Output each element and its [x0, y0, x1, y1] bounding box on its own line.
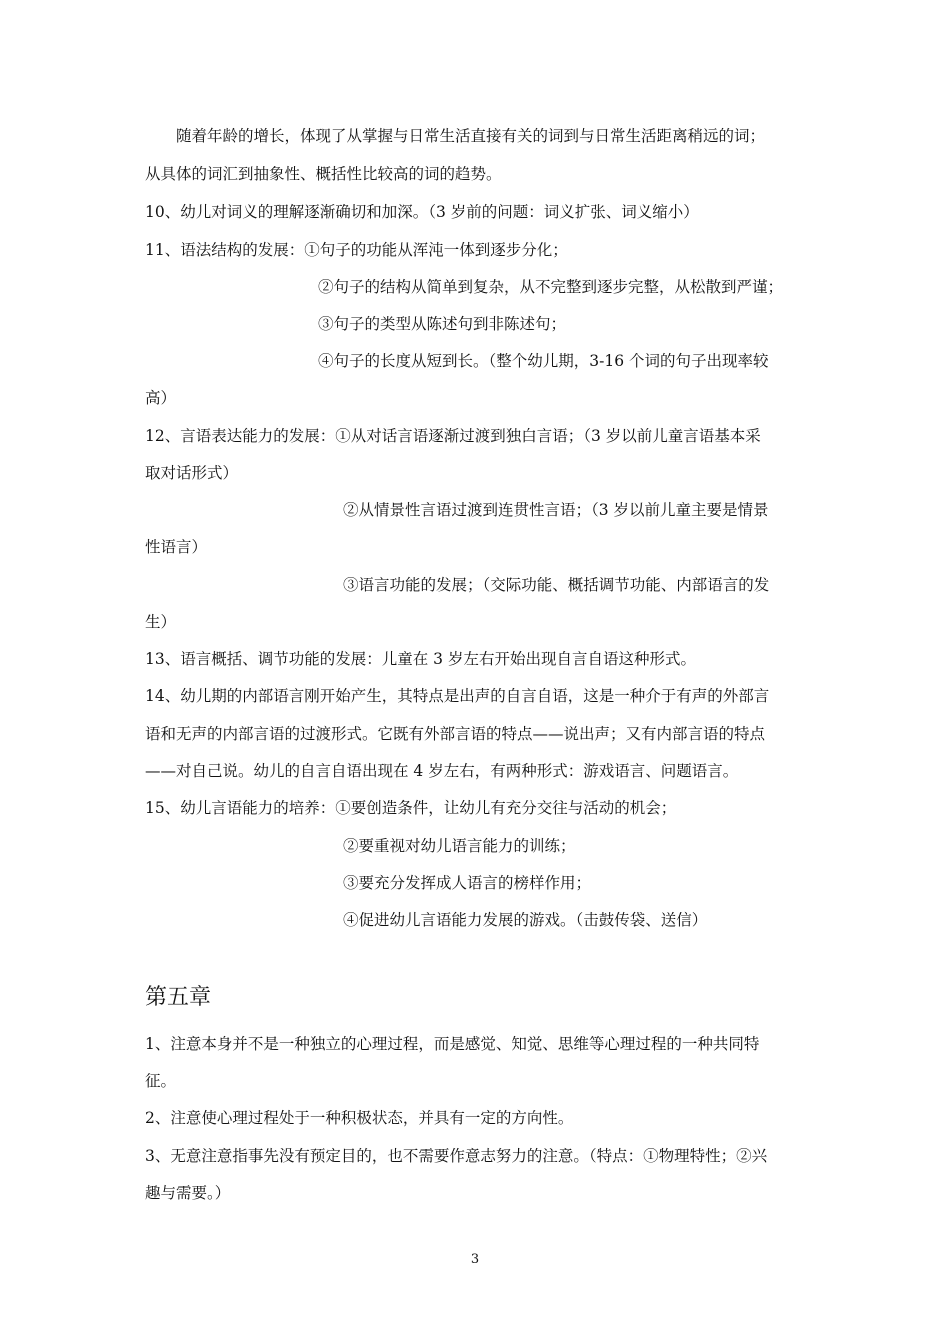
- text-line: 11、语法结构的发展：①句子的功能从浑沌一体到逐步分化；: [145, 241, 568, 259]
- text-line: 趣与需要。）: [145, 1184, 231, 1202]
- text-line: 随着年龄的增长，体现了从掌握与日常生活直接有关的词到与日常生活距离稍远的词；: [176, 127, 766, 145]
- text-line: 12、言语表达能力的发展：①从对话言语逐渐过渡到独白言语；（3 岁以前儿童言语基本采: [145, 427, 761, 445]
- text-line: 15、幼儿言语能力的培养：①要创造条件，让幼儿有充分交往与活动的机会；: [145, 799, 677, 817]
- text-line: ②句子的结构从简单到复杂，从不完整到逐步完整，从松散到严谨；: [318, 278, 784, 296]
- text-line: ②要重视对幼儿语言能力的训练；: [343, 837, 576, 855]
- text-line: ——对自己说。幼儿的自言自语出现在 4 岁左右，有两种形式：游戏语言、问题语言。: [145, 762, 739, 780]
- text-line: 3、无意注意指事先没有预定目的，也不需要作意志努力的注意。（特点：①物理特性；②兴: [145, 1147, 768, 1165]
- text-line: 13、语言概括、调节功能的发展：儿童在 3 岁左右开始出现自言自语这种形式。: [145, 650, 696, 668]
- text-line: 14、幼儿期的内部语言刚开始产生，其特点是出声的自言自语，这是一种介于有声的外部言: [145, 687, 770, 705]
- text-line: ④促进幼儿言语能力发展的游戏。（击鼓传袋、送信）: [343, 911, 708, 929]
- text-line: ③语言功能的发展；（交际功能、概括调节功能、内部语言的发: [343, 576, 770, 594]
- text-line: 2、注意使心理过程处于一种积极状态，并具有一定的方向性。: [145, 1109, 574, 1127]
- text-line: ②从情景性言语过渡到连贯性言语；（3 岁以前儿童主要是情景: [343, 501, 769, 519]
- page-number: 3: [470, 1252, 480, 1267]
- text-line: 从具体的词汇到抽象性、概括性比较高的词的趋势。: [145, 165, 502, 183]
- text-line: 征。: [145, 1072, 177, 1090]
- text-line: 10、幼儿对词义的理解逐渐确切和加深。（3 岁前的问题：词义扩张、词义缩小）: [145, 203, 699, 221]
- text-line: 取对话形式）: [145, 464, 239, 482]
- text-line: ③句子的类型从陈述句到非陈述句；: [318, 315, 567, 333]
- text-line: 语和无声的内部言语的过渡形式。它既有外部言语的特点——说出声；又有内部言语的特点: [145, 725, 766, 743]
- text-line: ③要充分发挥成人语言的榜样作用；: [343, 874, 592, 892]
- text-line: 高）: [145, 389, 177, 407]
- chapter-title: 第五章: [145, 985, 212, 1010]
- text-line: ④句子的长度从短到长。（整个幼儿期，3-16 个词的句子出现率较: [318, 352, 769, 370]
- text-line: 1、注意本身并不是一种独立的心理过程，而是感觉、知觉、思维等心理过程的一种共同特: [145, 1035, 760, 1053]
- text-line: 性语言）: [145, 538, 208, 556]
- text-line: 生）: [145, 613, 177, 631]
